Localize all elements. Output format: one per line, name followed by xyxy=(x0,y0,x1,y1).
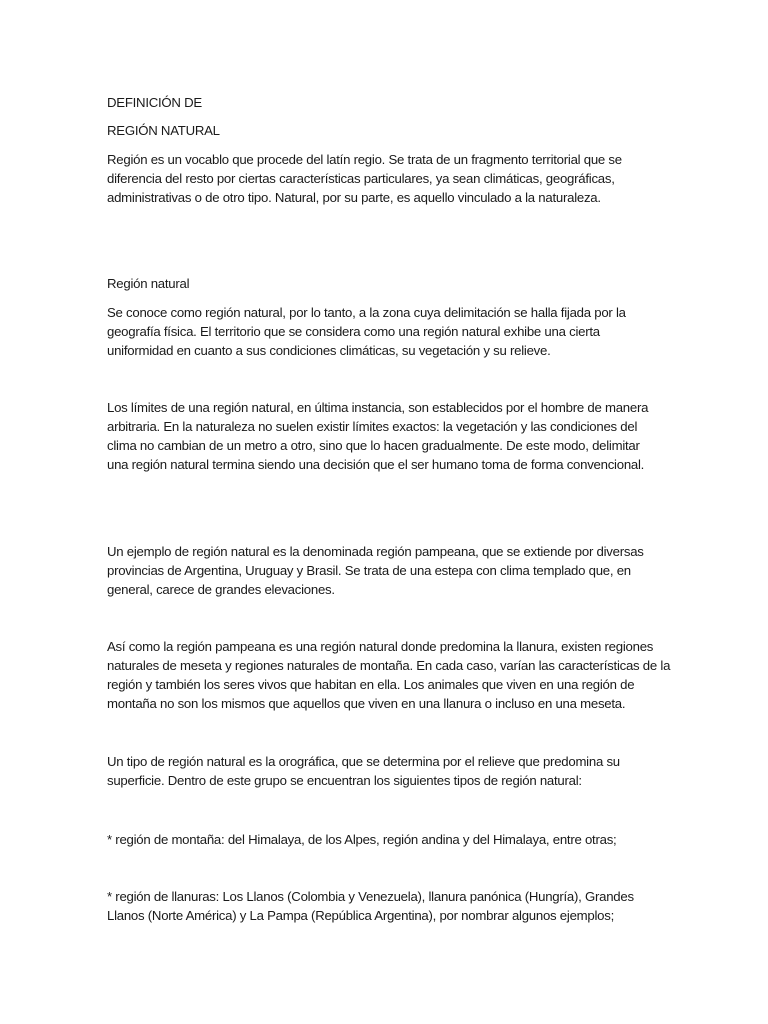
list-item-plains-line-2: Llanos (Norte América) y La Pampa (República Argentina), por nombrar algunos ejemplos; xyxy=(107,908,614,923)
paragraph-4-line-1: Un ejemplo de región natural es la denominada región pampeana, que se extiende por diversas xyxy=(107,544,644,559)
list-item-mountain: * región de montaña: del Himalaya, de los Alpes, región andina y del Himalaya, entre otras; xyxy=(107,832,617,847)
heading-line-2: REGIÓN NATURAL xyxy=(107,123,220,138)
paragraph-3-line-3: clima no cambian de un metro a otro, sino que lo hacen gradualmente. De este modo, delimitar xyxy=(107,438,640,453)
paragraph-1-line-2: diferencia del resto por ciertas características particulares, ya sean climáticas, geográficas, xyxy=(107,171,615,186)
paragraph-3-line-2: arbitraria. En la naturaleza no suelen existir límites exactos: la vegetación y las condiciones del xyxy=(107,419,638,434)
paragraph-1-line-1: Región es un vocablo que procede del latín regio. Se trata de un fragmento territorial que se xyxy=(107,152,622,167)
paragraph-1-line-3: administrativas o de otro tipo. Natural, por su parte, es aquello vinculado a la naturaleza. xyxy=(107,190,601,205)
paragraph-5-line-4: montaña no son los mismos que aquellos que viven en una llanura o incluso en una meseta. xyxy=(107,696,626,711)
paragraph-3-line-1: Los límites de una región natural, en última instancia, son establecidos por el hombre de manera xyxy=(107,400,649,415)
paragraph-5-line-3: región y también los seres vivos que habitan en ella. Los animales que viven en una región de xyxy=(107,677,635,692)
paragraph-6-line-1: Un tipo de región natural es la orográfica, que se determina por el relieve que predomina su xyxy=(107,754,620,769)
paragraph-5-line-1: Así como la región pampeana es una región natural donde predomina la llanura, existen regiones xyxy=(107,639,654,654)
paragraph-2-line-2: geografía física. El territorio que se considera como una región natural exhibe una cierta xyxy=(107,324,600,339)
paragraph-4-line-2: provincias de Argentina, Uruguay y Brasil. Se trata de una estepa con clima templado que, en xyxy=(107,563,631,578)
paragraph-5-line-2: naturales de meseta y regiones naturales de montaña. En cada caso, varían las características de la xyxy=(107,658,671,673)
paragraph-6-line-2: superficie. Dentro de este grupo se encuentran los siguientes tipos de región natural: xyxy=(107,773,582,788)
paragraph-4-line-3: general, carece de grandes elevaciones. xyxy=(107,582,335,597)
list-item-plains-line-1: * región de llanuras: Los Llanos (Colombia y Venezuela), llanura panónica (Hungría), Grandes xyxy=(107,889,634,904)
paragraph-2-line-3: uniformidad en cuanto a sus condiciones climáticas, su vegetación y su relieve. xyxy=(107,343,551,358)
paragraph-2-line-1: Se conoce como región natural, por lo tanto, a la zona cuya delimitación se halla fijada por la xyxy=(107,305,626,320)
subheading: Región natural xyxy=(107,276,190,291)
paragraph-3-line-4: una región natural termina siendo una decisión que el ser humano toma de forma convencional. xyxy=(107,457,645,472)
heading-line-1: DEFINICIÓN DE xyxy=(107,95,202,110)
